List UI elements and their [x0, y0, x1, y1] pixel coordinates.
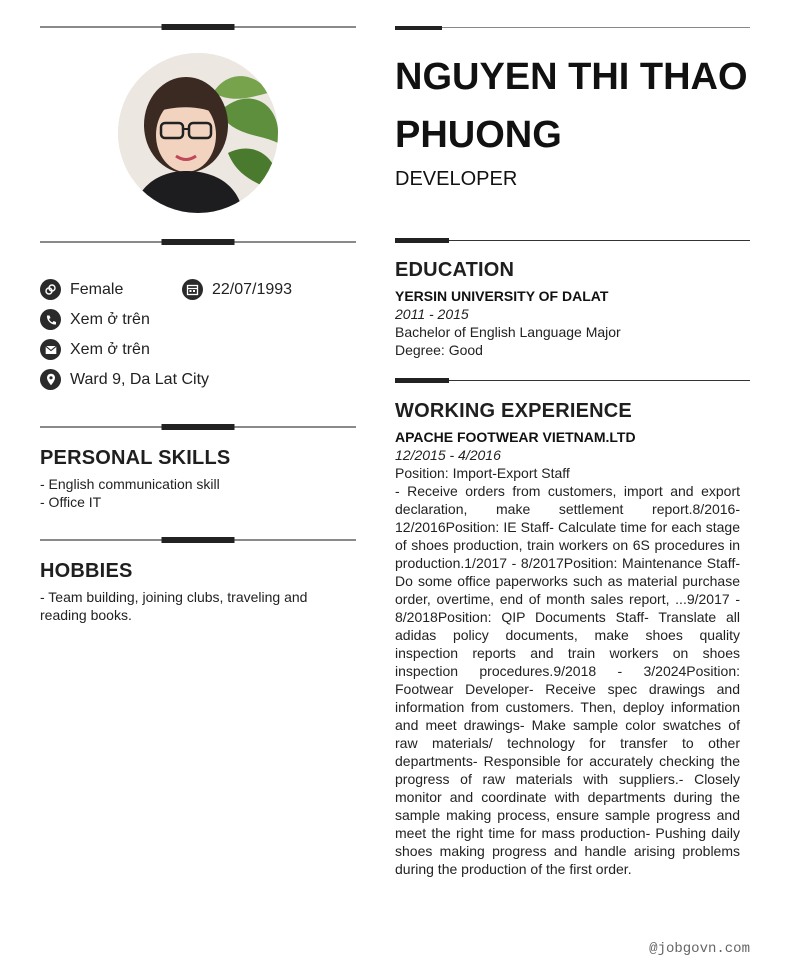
personal-skills-title: PERSONAL SKILLS — [40, 447, 231, 469]
contact-email — [40, 339, 150, 360]
experience-description: - Receive orders from customers, import and export declaration, make settlement report.8/2016-12/2016Position: IE Staff- Calculate time for each stage of shoes production, train workers on 6S procedures in production.1/2017 - 8/2017Position: Maintenance Staff- Do some office paperworks such as material purchase order, overtime, end of month sales report, ...9/2017 - 8/2018Position: QIP Documents Staff- Translate all adidas policy documents, make shoes quality inspection reports and train workers on shoes inspection procedures.9/2018 - 3/2024Position: Footwear Developer- Receive spec drawings and information from customers. Then, deploy information and meet drawings- Make sample color swatches of raw materials/ technology for transfer to other departments- Responsible for accurately checking the progress of raw materials with suppliers.‐ Closely monitor and coordinate with departments during the sample making process, ensure sample progress and meet the right time for mass production- Pushing daily shoes making progress and handle arising problems during the production of the first order. — [395, 483, 740, 877]
birthdate-text: 22/07/1993 — [212, 280, 293, 298]
school-name: YERSIN UNIVERSITY OF DALAT — [395, 288, 609, 304]
hobbies-title: HOBBIES — [40, 560, 133, 582]
gender-text: Female — [70, 280, 124, 298]
candidate-name: NGUYEN THI THAO PHUONG — [395, 56, 748, 156]
candidate-role: DEVELOPER — [395, 168, 518, 190]
divider-skills — [40, 426, 356, 428]
education-degree: Degree: Good — [395, 342, 483, 358]
email-icon — [40, 339, 61, 360]
avatar — [118, 53, 278, 213]
education-title: EDUCATION — [395, 259, 515, 281]
education-major: Bachelor of English Language Major — [395, 324, 621, 340]
divider-top-right — [395, 27, 750, 28]
contact-birthdate — [182, 279, 292, 300]
footer-brand: @jobgovn.com — [649, 941, 750, 957]
personal-skills-list — [40, 475, 356, 511]
skill-item: - Office IT — [40, 494, 102, 510]
gender-icon — [40, 279, 61, 300]
email-text: Xem ở trên — [70, 340, 150, 358]
hobbies-text: - Team building, joining clubs, traveling and reading books. — [40, 589, 308, 623]
address-text: Ward 9, Da Lat City — [70, 370, 210, 388]
experience-title: WORKING EXPERIENCE — [395, 400, 632, 422]
divider-profile-bottom — [40, 241, 356, 243]
avatar-photo — [118, 53, 278, 213]
phone-icon — [40, 309, 61, 330]
experience-period: 12/2015 - 4/2016 — [395, 447, 501, 463]
experience-position: Position: Import-Export Staff — [395, 465, 570, 481]
education-period: 2011 - 2015 — [395, 306, 469, 322]
contact-address — [40, 369, 209, 390]
contact-phone — [40, 309, 150, 330]
experience-entry — [395, 428, 740, 878]
divider-top-left — [40, 26, 356, 28]
skill-item: - English communication skill — [40, 476, 220, 492]
location-pin-icon — [40, 369, 61, 390]
company-name: APACHE FOOTWEAR VIETNAM.LTD — [395, 429, 636, 445]
divider-experience — [395, 380, 750, 381]
divider-hobbies — [40, 539, 356, 541]
phone-text: Xem ở trên — [70, 310, 150, 328]
contact-gender — [40, 279, 123, 300]
calendar-icon — [182, 279, 203, 300]
education-entry — [395, 287, 740, 359]
divider-education — [395, 240, 750, 241]
